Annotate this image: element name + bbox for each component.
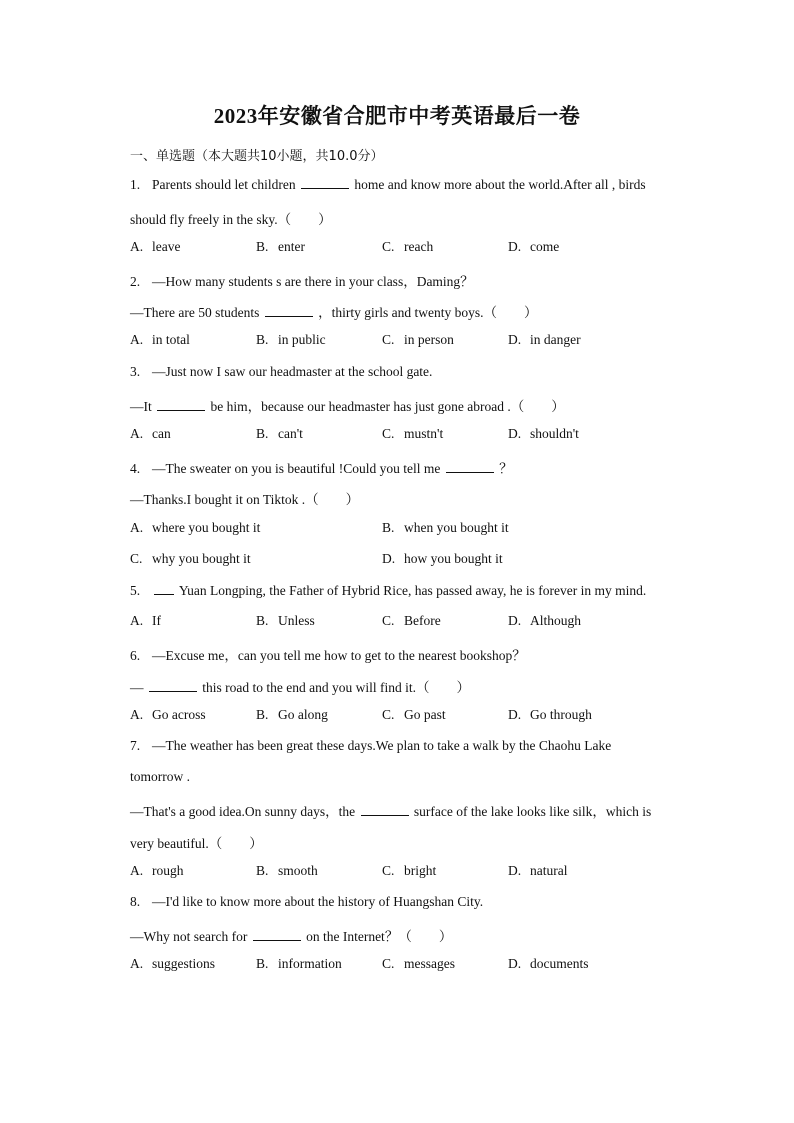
- option-a[interactable]: A. rough: [130, 863, 184, 878]
- option-c[interactable]: C. Go past: [382, 707, 446, 722]
- option-d[interactable]: D. natural: [508, 863, 568, 878]
- answer-blank: [446, 460, 494, 473]
- answer-blank: [253, 928, 301, 941]
- option-a[interactable]: A. leave: [130, 239, 181, 254]
- option-a[interactable]: A. If: [130, 613, 161, 628]
- question-number: 6.: [130, 648, 141, 663]
- option-a[interactable]: A. suggestions: [130, 956, 216, 971]
- option-a[interactable]: A. in total: [130, 332, 190, 347]
- option-d[interactable]: D. how you bought it: [382, 551, 503, 566]
- question-7-line-4: very beautiful.（ ）: [130, 836, 263, 851]
- option-a[interactable]: A. can: [130, 426, 171, 441]
- option-b[interactable]: B. when you bought it: [382, 520, 509, 535]
- question-number: 8.: [130, 894, 141, 909]
- option-c[interactable]: C. why you bought it: [130, 551, 251, 566]
- option-d[interactable]: D. documents: [508, 956, 589, 971]
- answer-blank: [149, 679, 197, 692]
- question-7-line-3: —That's a good idea.On sunny days，the surface of the lake looks like silk，which is: [130, 804, 652, 819]
- option-d[interactable]: D. Go through: [508, 707, 592, 722]
- option-c[interactable]: C. Before: [382, 613, 441, 628]
- page-title: 2023年安徽省合肥市中考英语最后一卷: [213, 104, 581, 128]
- question-8-line-2: —Why not search for on the Internet？（ ）: [130, 929, 453, 944]
- option-b[interactable]: B. Go along: [256, 707, 328, 722]
- question-4-options-row-1: [130, 520, 690, 538]
- question-7-line-1: 7. —The weather has been great these days.We plan to take a walk by the Chaohu Lake: [130, 738, 612, 753]
- question-1-line-1: 1. Parents should let children home and know more about the world.After all , birds: [130, 177, 646, 192]
- option-d[interactable]: D. shouldn't: [508, 426, 579, 441]
- question-2-line-1: 2. —How many students s are there in your class，Daming？: [130, 274, 474, 289]
- section-heading: 一、单选题（本大题共10小题，共10.0分）: [130, 149, 384, 164]
- question-1-options: [130, 239, 690, 257]
- option-b[interactable]: B. Unless: [256, 613, 315, 628]
- answer-blank: [361, 803, 409, 816]
- question-2-options: [130, 332, 690, 350]
- question-3-options: [130, 426, 690, 444]
- question-number: 2.: [130, 274, 141, 289]
- option-a[interactable]: A. Go across: [130, 707, 206, 722]
- question-6-line-1: 6. —Excuse me，can you tell me how to get to the nearest bookshop？: [130, 648, 526, 663]
- option-b[interactable]: B. can't: [256, 426, 303, 441]
- question-4-line-2: —Thanks.I bought it on Tiktok .（ ）: [130, 492, 360, 507]
- question-number: 1.: [130, 177, 141, 192]
- question-4-options-row-2: [130, 551, 690, 569]
- answer-blank: [157, 398, 205, 411]
- answer-blank: [265, 304, 313, 317]
- option-c[interactable]: C. mustn't: [382, 426, 444, 441]
- option-b[interactable]: B. enter: [256, 239, 305, 254]
- option-d[interactable]: D. in danger: [508, 332, 581, 347]
- option-c[interactable]: C. in person: [382, 332, 454, 347]
- answer-blank: [154, 582, 174, 595]
- question-6-options: [130, 707, 690, 725]
- option-b[interactable]: B. in public: [256, 332, 326, 347]
- option-d[interactable]: D. Although: [508, 613, 582, 628]
- question-number: 7.: [130, 738, 141, 753]
- question-6-line-2: — this road to the end and you will find it.（ ）: [130, 680, 470, 695]
- option-b[interactable]: B. information: [256, 956, 342, 971]
- question-8-options: [130, 956, 690, 974]
- option-c[interactable]: C. messages: [382, 956, 455, 971]
- option-b[interactable]: B. smooth: [256, 863, 318, 878]
- question-5-line-1: 5. Yuan Longping, the Father of Hybrid Rice, has passed away, he is forever in my mind.: [130, 583, 647, 598]
- question-number: 4.: [130, 461, 141, 476]
- question-7-line-2: tomorrow .: [130, 769, 190, 784]
- question-8-line-1: 8. —I'd like to know more about the history of Huangshan City.: [130, 894, 484, 909]
- question-4-line-1: 4. —The sweater on you is beautiful !Could you tell me ？: [130, 461, 513, 476]
- question-number: 5.: [130, 583, 141, 598]
- question-5-options: [130, 613, 690, 631]
- question-3-line-2: —It be him，because our headmaster has just gone abroad .（ ）: [130, 399, 565, 414]
- question-2-line-2: —There are 50 students ，thirty girls and twenty boys.（ ）: [130, 305, 538, 320]
- option-a[interactable]: A. where you bought it: [130, 520, 261, 535]
- question-number: 3.: [130, 364, 141, 379]
- option-c[interactable]: C. bright: [382, 863, 437, 878]
- question-1-line-2: should fly freely in the sky.（ ）: [130, 212, 332, 227]
- answer-blank: [301, 176, 349, 189]
- question-3-line-1: 3. —Just now I saw our headmaster at the school gate.: [130, 364, 433, 379]
- question-7-options: [130, 863, 690, 881]
- option-d[interactable]: D. come: [508, 239, 560, 254]
- option-c[interactable]: C. reach: [382, 239, 434, 254]
